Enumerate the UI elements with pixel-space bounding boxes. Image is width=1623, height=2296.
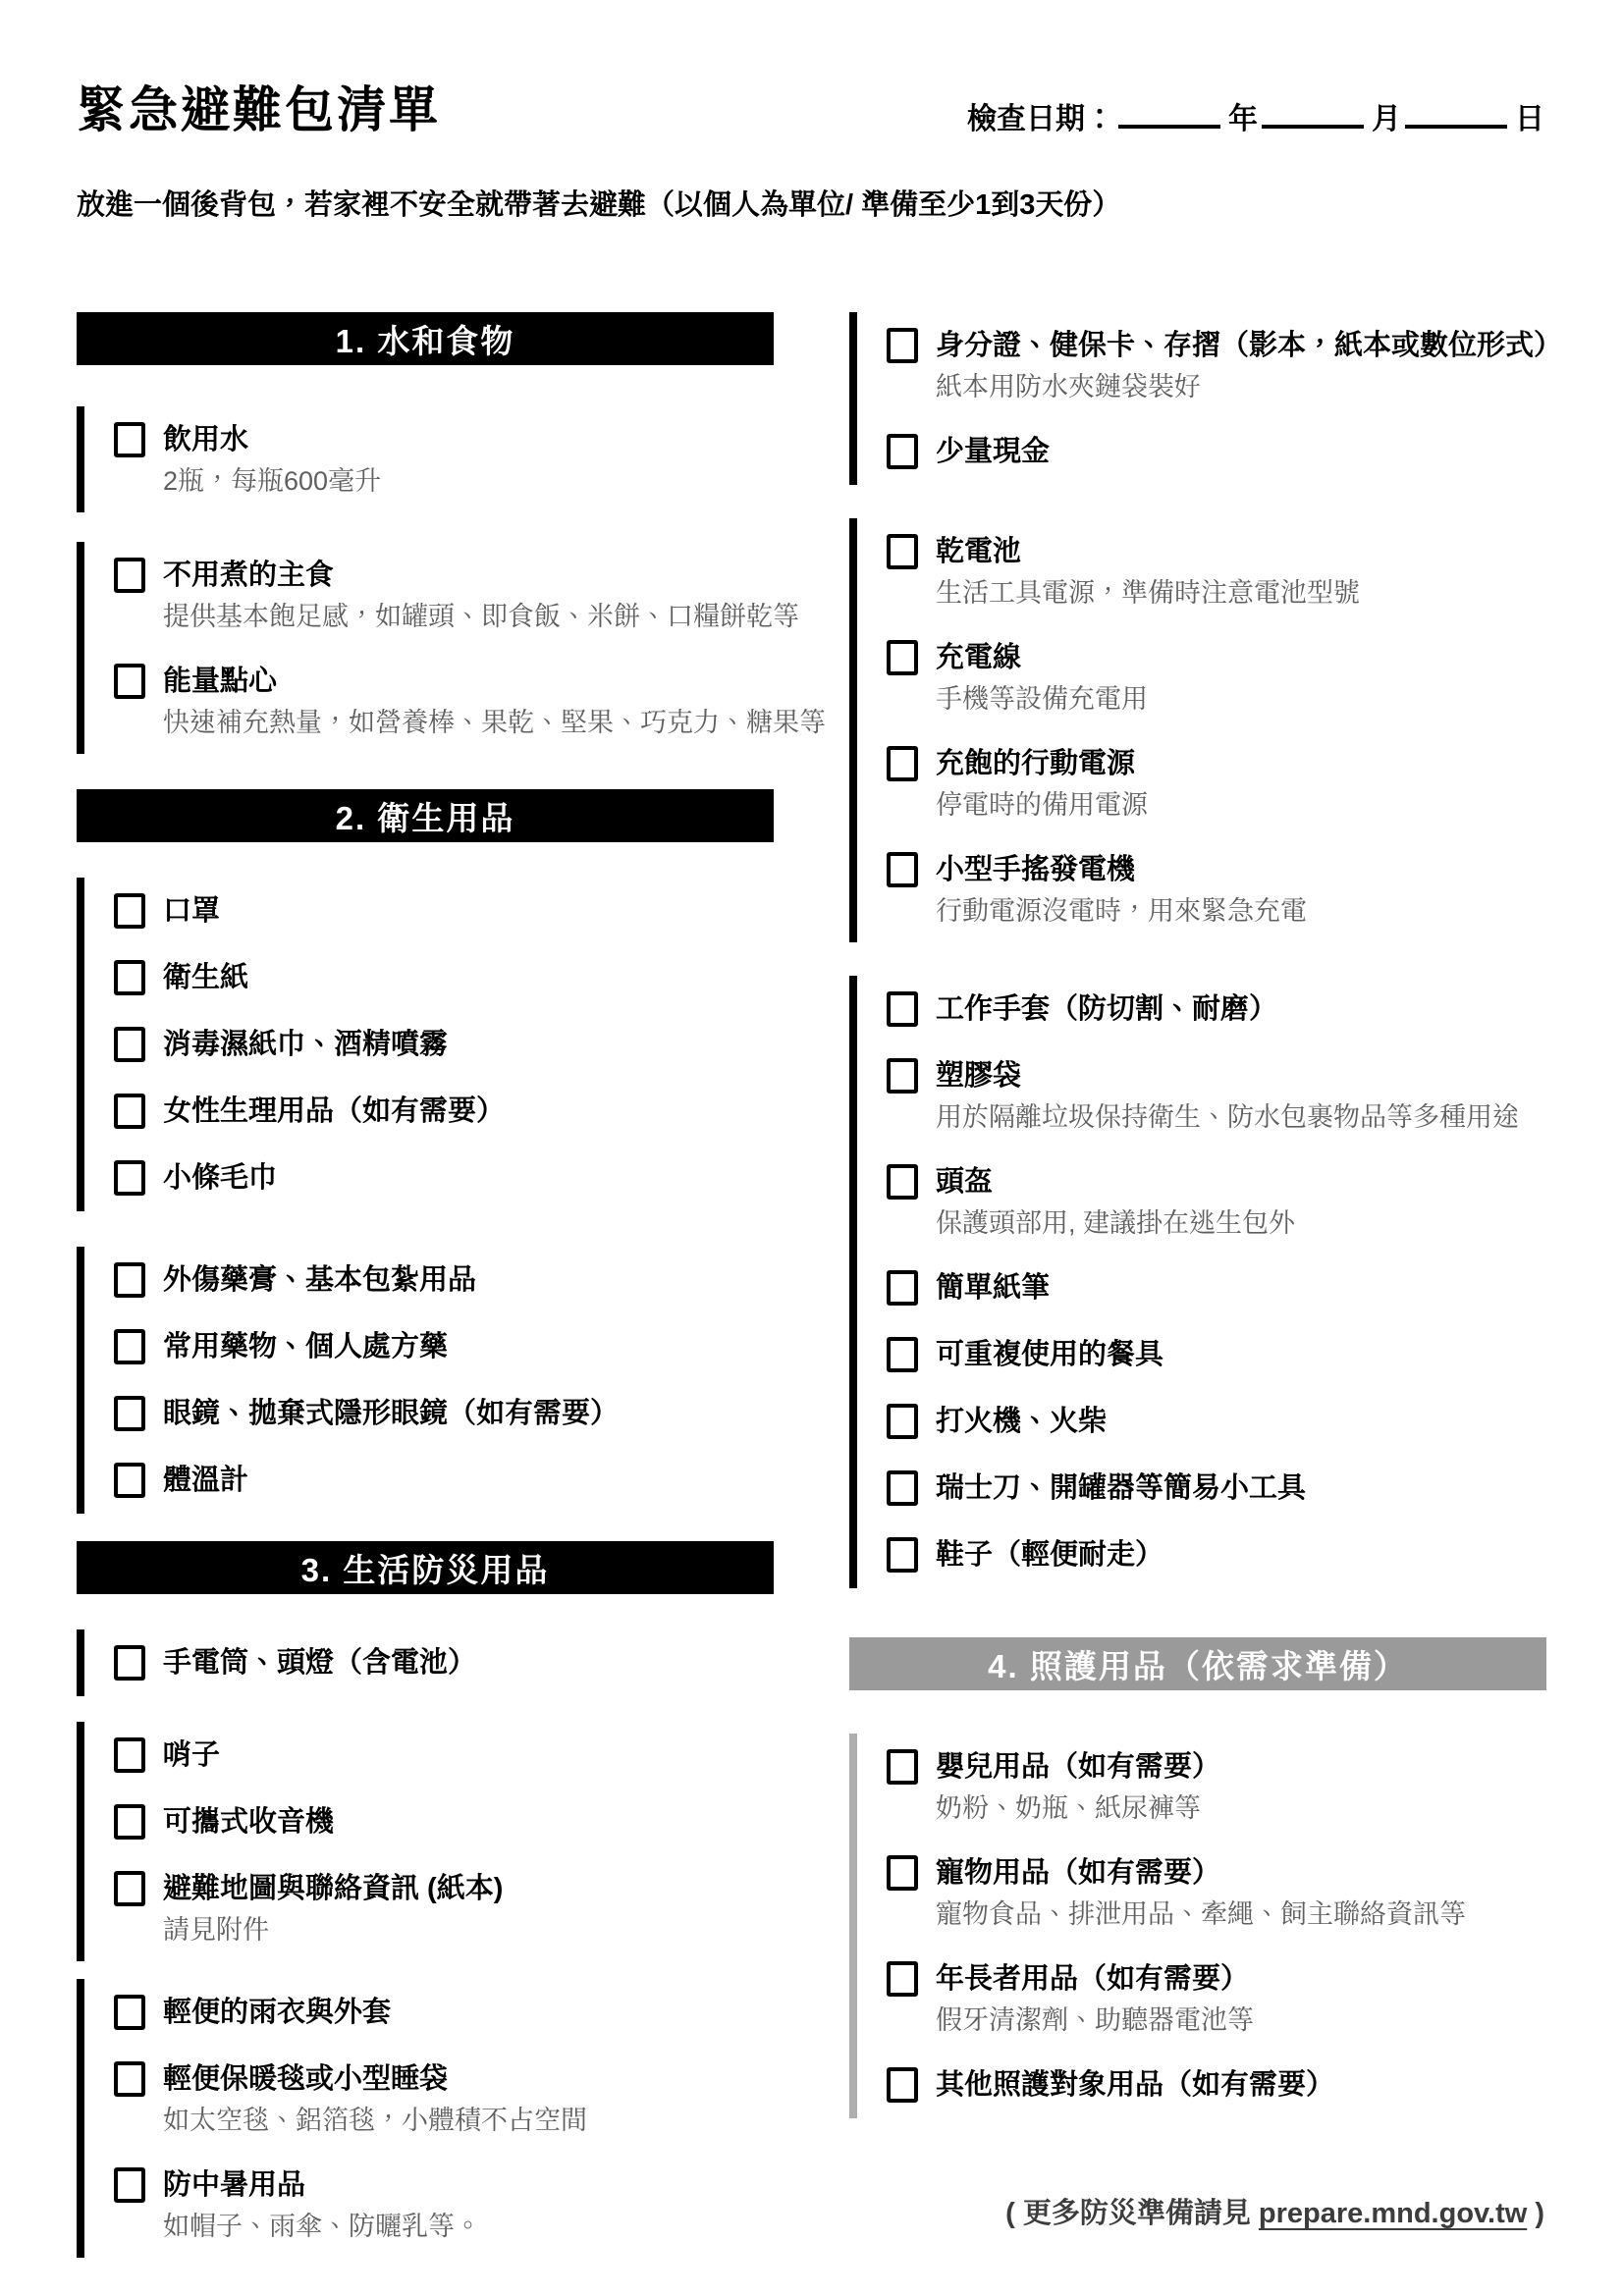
item-label: 塑膠袋: [936, 1060, 1022, 1092]
item-group: [849, 976, 1546, 1588]
checklist-item: [887, 1333, 1546, 1376]
checkbox: [114, 1804, 145, 1840]
item-label: 小型手搖發電機: [936, 854, 1136, 885]
checklist-item: [114, 1392, 774, 1435]
checkbox: [887, 1749, 918, 1785]
item-note: 請見附件: [163, 1915, 269, 1945]
item-group: [77, 542, 826, 754]
item-label: 飲用水: [163, 424, 249, 455]
checklist-item: [887, 1851, 1546, 1934]
checklist-item: [887, 1467, 1546, 1510]
right-column: [849, 312, 1563, 2118]
checkbox: [887, 2067, 918, 2103]
item-group: [77, 878, 774, 1211]
checkbox: [114, 1094, 145, 1129]
item-note: 保護頭部用, 建議掛在逃生包外: [936, 1208, 1296, 1238]
item-label: 瑞士刀、開罐器等簡易小工具: [936, 1472, 1307, 1504]
date-blank-year: [1118, 95, 1220, 129]
checkbox: [114, 960, 145, 995]
item-label: 哨子: [163, 1739, 221, 1771]
item-label: 寵物用品（如有需要）: [936, 1857, 1221, 1889]
checkbox: [887, 852, 918, 887]
checklist-item: [114, 1156, 774, 1200]
item-label: 簡單紙筆: [936, 1272, 1051, 1304]
checkbox: [887, 1961, 918, 1997]
checklist-item: [114, 1325, 774, 1368]
checkbox: [114, 1995, 145, 2030]
checklist-item: [887, 1400, 1546, 1443]
checklist-item: [887, 2063, 1546, 2107]
item-group: [77, 1247, 774, 1514]
checkbox: [887, 1470, 918, 1506]
section-header-disaster-supplies: 3. 生活防災用品: [77, 1541, 774, 1594]
item-label: 口罩: [163, 895, 221, 927]
item-label: 體溫計: [163, 1465, 249, 1496]
checklist-item: [114, 1258, 774, 1302]
section-header-care-supplies: 4. 照護用品（依需求準備）: [849, 1637, 1546, 1690]
item-label: 充電線: [936, 642, 1022, 673]
checkbox: [114, 1160, 145, 1196]
page-title: 緊急避難包清單: [77, 82, 441, 137]
checklist-item: [114, 1459, 774, 1502]
date-blank-month: [1262, 95, 1364, 129]
checkbox: [114, 893, 145, 929]
item-label: 工作手套（防切割、耐磨）: [936, 993, 1278, 1025]
checkbox: [887, 991, 918, 1027]
checklist-item: [114, 418, 774, 501]
item-label: 其他照護對象用品（如有需要）: [936, 2069, 1335, 2101]
item-label: 防中暑用品: [163, 2169, 306, 2201]
checklist-item: [887, 848, 1546, 931]
checkbox: [887, 1337, 918, 1372]
checklist-item: [114, 660, 826, 742]
item-label: 小條毛巾: [163, 1162, 278, 1194]
checklist-item: [887, 1957, 1546, 2040]
checkbox: [114, 1645, 145, 1681]
footer-link[interactable]: prepare.mnd.gov.tw: [1258, 2198, 1528, 2229]
item-note: 假牙清潔劑、助聽器電池等: [936, 2005, 1254, 2035]
checklist-item: [887, 1266, 1546, 1309]
item-note: 生活工具電源，準備時注意電池型號: [936, 578, 1360, 608]
item-note: 行動電源沒電時，用來緊急充電: [936, 896, 1307, 926]
item-label: 外傷藥膏、基本包紮用品: [163, 1264, 477, 1296]
checkbox: [114, 1396, 145, 1431]
item-label: 手電筒、頭燈（含電池）: [163, 1647, 477, 1679]
checklist-item: [114, 2057, 774, 2140]
item-note: 停電時的備用電源: [936, 790, 1148, 820]
item-note: 紙本用防水夾鏈袋裝好: [936, 372, 1201, 401]
date-blank-day: [1405, 95, 1507, 129]
checkbox: [887, 640, 918, 675]
checklist-item: [114, 2163, 774, 2246]
item-group: [77, 1629, 774, 1696]
item-label: 鞋子（輕便耐走）: [936, 1539, 1164, 1571]
item-note: 寵物食品、排泄用品、牽繩、飼主聯絡資訊等: [936, 1899, 1466, 1929]
checkbox: [114, 422, 145, 457]
item-note: 快速補充熱量，如營養棒、果乾、堅果、巧克力、糖果等: [163, 708, 826, 737]
checkbox: [114, 1329, 145, 1364]
checklist-item: [114, 1023, 774, 1066]
checklist-item: [887, 1160, 1546, 1243]
checklist-item: [887, 1054, 1546, 1137]
checkbox: [887, 1164, 918, 1200]
checklist-item: [114, 1867, 774, 1949]
checkbox: [114, 1463, 145, 1498]
item-label: 輕便保暖毯或小型睡袋: [163, 2063, 449, 2095]
item-group: [849, 312, 1563, 485]
item-label: 避難地圖與聯絡資訊 (紙本): [163, 1873, 504, 1904]
item-label: 不用煮的主食: [163, 560, 335, 591]
item-label: 頭盔: [936, 1166, 994, 1198]
item-label: 少量現金: [936, 436, 1051, 467]
subtitle: 放進一個後背包，若家裡不安全就帶著去避難（以個人為單位/ 準備至少1到3天份）: [77, 189, 1121, 221]
checklist-item: [887, 530, 1546, 613]
footer-prefix: ( 更多防災準備請見: [1005, 2198, 1259, 2229]
checklist-item: [887, 324, 1563, 406]
checklist-item: [887, 988, 1546, 1031]
item-label: 嬰兒用品（如有需要）: [936, 1751, 1221, 1783]
checkbox: [114, 1737, 145, 1773]
date-unit-day: 日: [1515, 103, 1544, 135]
item-label: 充飽的行動電源: [936, 748, 1136, 779]
item-label: 乾電池: [936, 536, 1022, 567]
checkbox: [887, 328, 918, 363]
item-note: 手機等設備充電用: [936, 684, 1148, 714]
checkbox: [114, 2061, 145, 2097]
checklist-item: [114, 1991, 774, 2034]
item-label: 能量點心: [163, 666, 278, 697]
checkbox: [887, 1270, 918, 1306]
checklist-item: [114, 1734, 774, 1777]
item-label: 常用藥物、個人處方藥: [163, 1331, 449, 1362]
checklist-item: [114, 554, 799, 636]
date-label: 檢查日期：: [967, 103, 1114, 135]
footer-suffix: ): [1527, 2198, 1544, 2229]
checkbox: [887, 1537, 918, 1573]
section-header-water-food: 1. 水和食物: [77, 312, 774, 365]
section-header-hygiene: 2. 衛生用品: [77, 789, 774, 842]
item-label: 年長者用品（如有需要）: [936, 1963, 1250, 1995]
checkbox: [887, 434, 918, 469]
date-unit-year: 年: [1228, 103, 1258, 135]
item-label: 衛生紙: [163, 962, 249, 993]
item-group: [77, 1979, 774, 2258]
item-note: 如帽子、雨傘、防曬乳等。: [163, 2212, 481, 2241]
checkbox: [114, 2167, 145, 2203]
checklist-item: [887, 1533, 1546, 1576]
checklist-item: [114, 1090, 774, 1133]
checkbox: [114, 1262, 145, 1298]
item-group: [849, 518, 1546, 942]
checkbox: [887, 1058, 918, 1094]
checklist-item: [114, 889, 774, 933]
item-label: 身分證、健保卡、存摺（影本，紙本或數位形式）: [936, 330, 1563, 361]
item-group: [77, 1722, 774, 1961]
checkbox: [887, 1404, 918, 1439]
checklist-item: [887, 742, 1546, 825]
checkbox: [887, 746, 918, 781]
item-label: 可攜式收音機: [163, 1806, 335, 1838]
checklist-item: [887, 430, 1546, 473]
item-group: [849, 1734, 1546, 2118]
left-column: [77, 312, 826, 2258]
checkbox: [887, 534, 918, 569]
item-label: 可重複使用的餐具: [936, 1339, 1164, 1370]
item-note: 用於隔離垃圾保持衛生、防水包裹物品等多種用途: [936, 1102, 1519, 1132]
item-label: 眼鏡、拋棄式隱形眼鏡（如有需要）: [163, 1398, 620, 1429]
item-note: 2瓶，每瓶600毫升: [163, 466, 382, 496]
checkbox: [114, 1027, 145, 1062]
item-note: 提供基本飽足感，如罐頭、即食飯、米餅、口糧餅乾等: [163, 602, 799, 631]
checklist-item: [887, 636, 1546, 719]
item-group: [77, 406, 774, 512]
checkbox: [114, 664, 145, 699]
checklist-item: [114, 956, 774, 999]
date-unit-month: 月: [1372, 103, 1401, 135]
item-label: 打火機、火柴: [936, 1406, 1108, 1437]
footer: [1005, 2191, 1544, 2231]
checklist-item: [114, 1641, 774, 1684]
checkbox: [887, 1855, 918, 1891]
item-label: 消毒濕紙巾、酒精噴霧: [163, 1029, 449, 1060]
checklist-item: [114, 1800, 774, 1843]
inspection-date: [967, 94, 1544, 137]
item-note: 如太空毯、鋁箔毯，小體積不占空間: [163, 2106, 587, 2135]
item-label: 女性生理用品（如有需要）: [163, 1095, 506, 1127]
item-note: 奶粉、奶瓶、紙尿褲等: [936, 1793, 1201, 1823]
checkbox: [114, 1871, 145, 1906]
item-label: 輕便的雨衣與外套: [163, 1997, 392, 2028]
checklist-item: [887, 1745, 1546, 1828]
checkbox: [114, 558, 145, 593]
